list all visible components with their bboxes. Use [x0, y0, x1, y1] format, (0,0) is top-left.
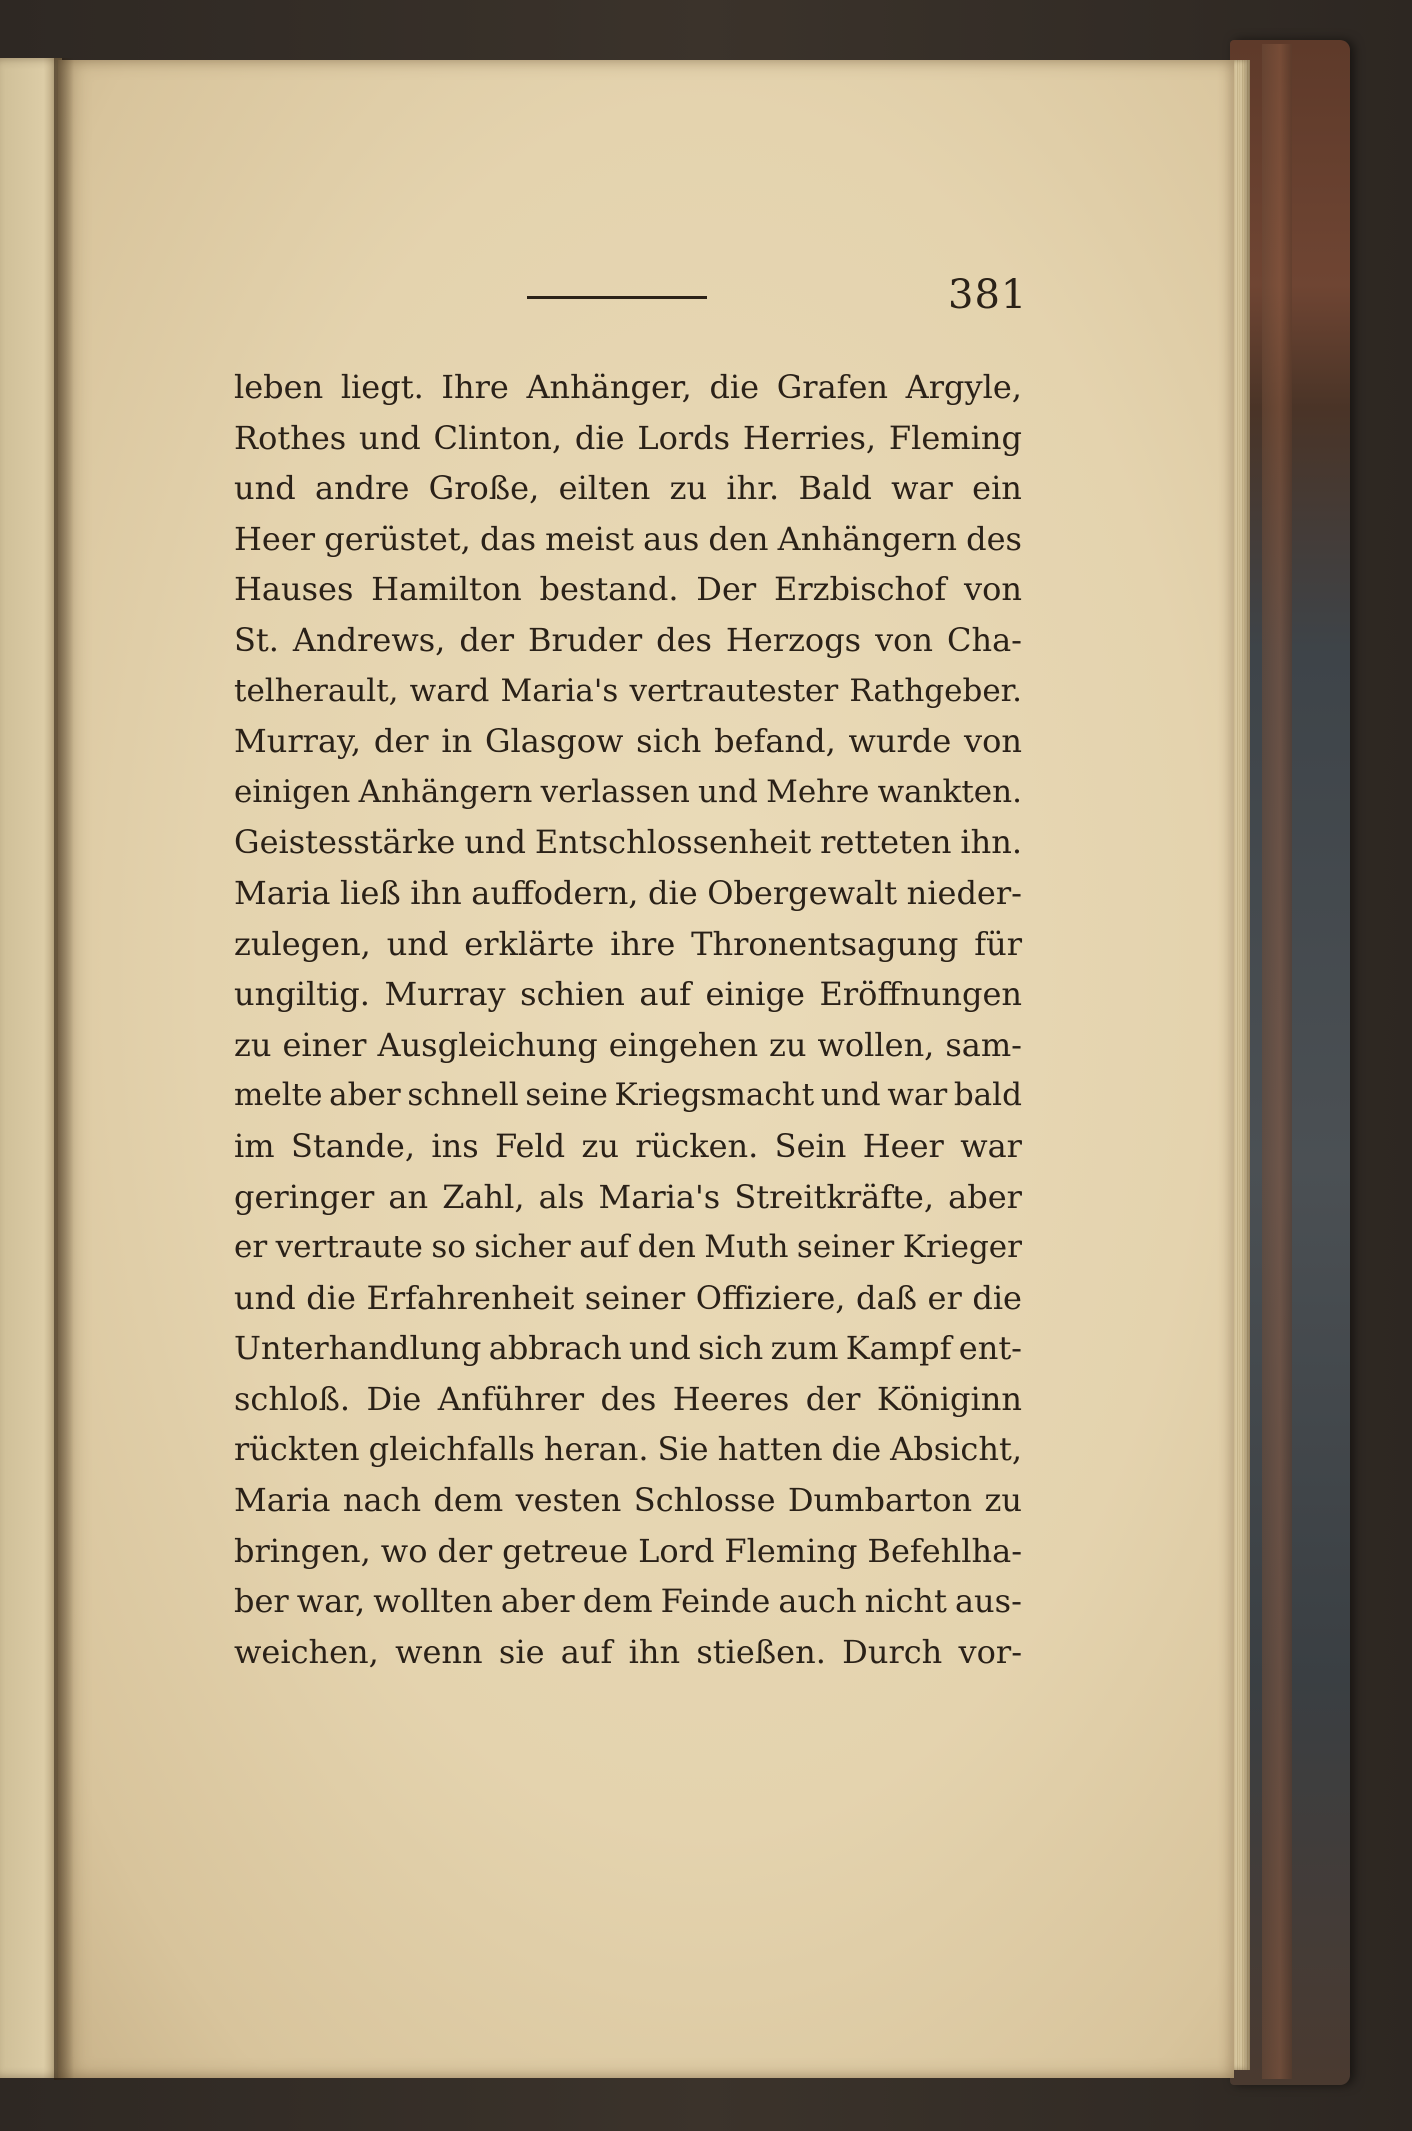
text-line: im Stande, ins Feld zu rücken. Sein Heer war [234, 1126, 1022, 1165]
text-line: bringen, wo der getreue Lord Fleming Befehlha- [234, 1531, 1022, 1570]
text-line: ber war, wollten aber dem Feinde auch nicht aus- [234, 1582, 1022, 1621]
text-line: telherault, ward Maria's vertrautester Rathgeber. [234, 672, 1022, 709]
left-page-sliver [0, 58, 62, 2078]
text-line: er vertraute so sicher auf den Muth seiner Krieger [234, 1229, 1022, 1266]
text-line: Hauses Hamilton bestand. Der Erzbischof von [234, 570, 1022, 609]
body-text [234, 362, 1022, 1677]
gutter-shadow [54, 58, 74, 2080]
text-line: geringer an Zahl, als Maria's Streitkräfte, aber [234, 1177, 1022, 1216]
header-rule [527, 296, 707, 299]
text-line: Geistesstärke und Entschlossenheit retteten ihn. [234, 823, 1022, 862]
text-line: leben liegt. Ihre Anhänger, die Grafen Argyle, [234, 368, 1022, 406]
text-line: einigen Anhängern verlassen und Mehre wankten. [234, 773, 1022, 810]
text-line: zulegen, und erklärte ihre Thronentsagung für [234, 924, 1022, 963]
text-line: schloß. Die Anführer des Heeres der Königinn [234, 1379, 1022, 1418]
text-line: rückten gleichfalls heran. Sie hatten die Absicht, [234, 1430, 1022, 1469]
text-line: zu einer Ausgleichung eingehen zu wollen, sam- [234, 1025, 1022, 1064]
book-cover-edge [1262, 44, 1292, 2079]
text-line: und andre Große, eilten zu ihr. Bald war ein [234, 469, 1022, 508]
text-line: Unterhandlung abbrach und sich zum Kampf ent- [234, 1329, 1022, 1368]
text-line: melte aber schnell seine Kriegsmacht und war bald [234, 1077, 1022, 1114]
text-line: Maria nach dem vesten Schlosse Dumbarton zu [234, 1481, 1022, 1520]
text-line: Maria ließ ihn auffodern, die Obergewalt nieder- [234, 873, 1022, 912]
text-line: St. Andrews, der Bruder des Herzogs von Cha- [234, 620, 1022, 659]
text-line: Rothes und Clinton, die Lords Herries, Fleming [234, 418, 1022, 457]
text-line: weichen, wenn sie auf ihn stießen. Durch vor- [234, 1632, 1022, 1671]
text-line: Heer gerüstet, das meist aus den Anhängern des [234, 519, 1022, 558]
page-number: 381 [948, 272, 1028, 318]
text-line: und die Erfahrenheit seiner Offiziere, daß er die [234, 1278, 1022, 1317]
text-line: ungiltig. Murray schien auf einige Eröffnungen [234, 975, 1022, 1014]
text-line: Murray, der in Glasgow sich befand, wurde von [234, 722, 1022, 761]
